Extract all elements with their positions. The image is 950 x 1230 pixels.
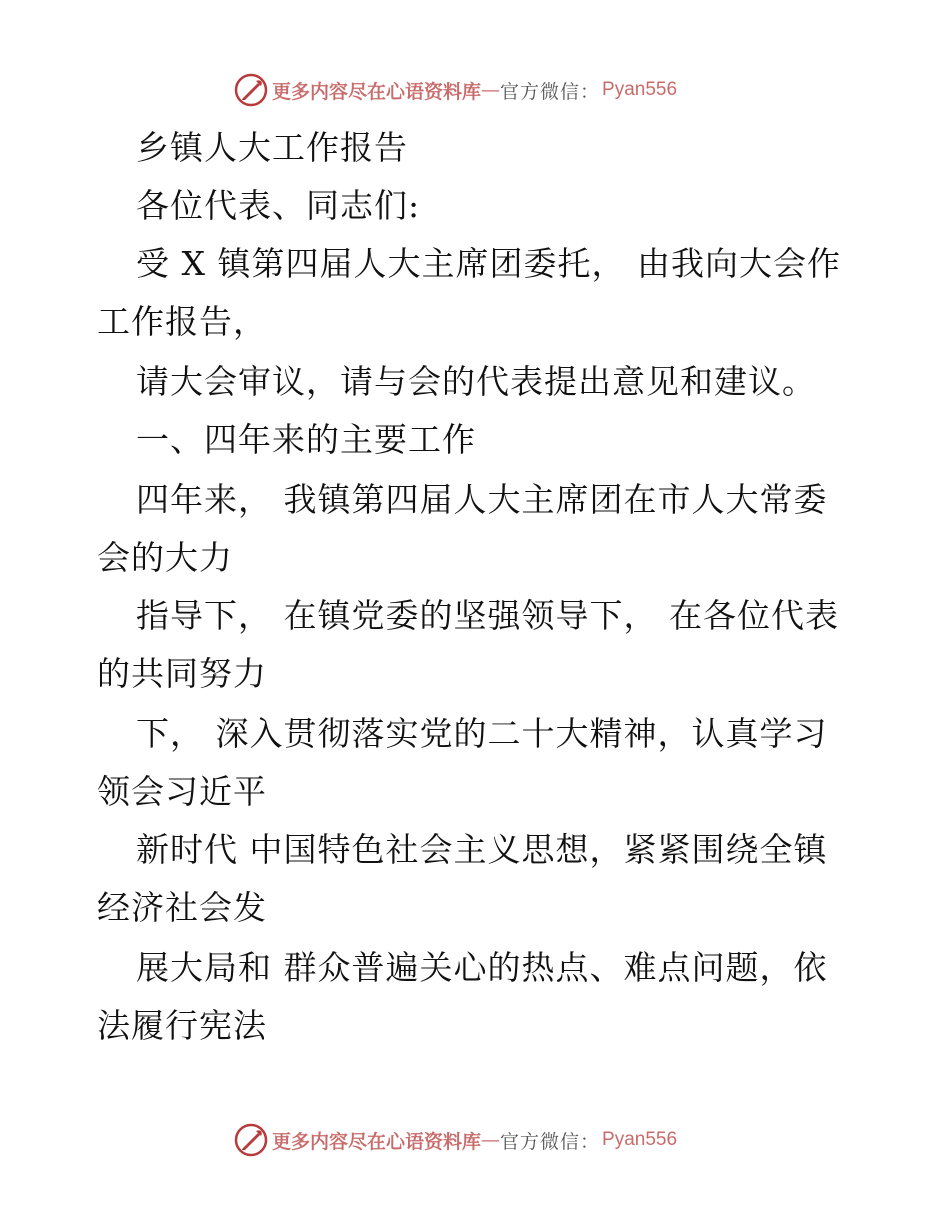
watermark-official-label: 官方微信： — [500, 1130, 601, 1153]
body-line: 会的大力 — [97, 538, 233, 577]
body-line: 新时代 中国特色社会主义思想，紧紧围绕全镇 — [136, 830, 828, 869]
body-line: 指导下， 在镇党委的坚强领导下， 在各位代表 — [136, 596, 839, 635]
quill-logo-icon — [234, 1123, 268, 1157]
section-heading: 一、四年来的主要工作 — [136, 420, 476, 459]
watermark-wechat-handle: Pyan556 — [602, 79, 678, 100]
document-title: 乡镇人大工作报告 — [136, 128, 408, 167]
header-watermark — [234, 73, 677, 107]
body-line: 四年来， 我镇第四届人大主席团在市人大常委 — [136, 480, 828, 519]
watermark-dash: — — [481, 1129, 501, 1151]
body-line: 法履行宪法 — [97, 1006, 267, 1045]
salutation: 各位代表、同志们: — [136, 186, 421, 225]
watermark-official-label: 官方微信： — [500, 80, 601, 103]
body-line: 受 X 镇第四届人大主席团委托， 由我向大会作 — [136, 244, 841, 283]
watermark-brand: 更多内容尽在心语资料库 — [272, 80, 482, 103]
body-line: 经济社会发 — [97, 888, 267, 927]
watermark-dash: — — [481, 79, 501, 101]
body-line: 的共同努力 — [97, 654, 267, 693]
body-line: 工作报告， — [97, 302, 267, 341]
watermark-wechat-handle: Pyan556 — [602, 1129, 678, 1150]
body-line: 下， 深入贯彻落实党的二十大精神，认真学习 — [136, 714, 828, 753]
footer-watermark — [234, 1123, 677, 1157]
body-line: 领会习近平 — [97, 772, 267, 811]
body-line: 展大局和 群众普遍关心的热点、难点问题，依 — [136, 948, 828, 987]
body-line: 请大会审议，请与会的代表提出意见和建议。 — [136, 362, 816, 401]
quill-logo-icon — [234, 73, 268, 107]
watermark-brand: 更多内容尽在心语资料库 — [272, 1130, 482, 1153]
